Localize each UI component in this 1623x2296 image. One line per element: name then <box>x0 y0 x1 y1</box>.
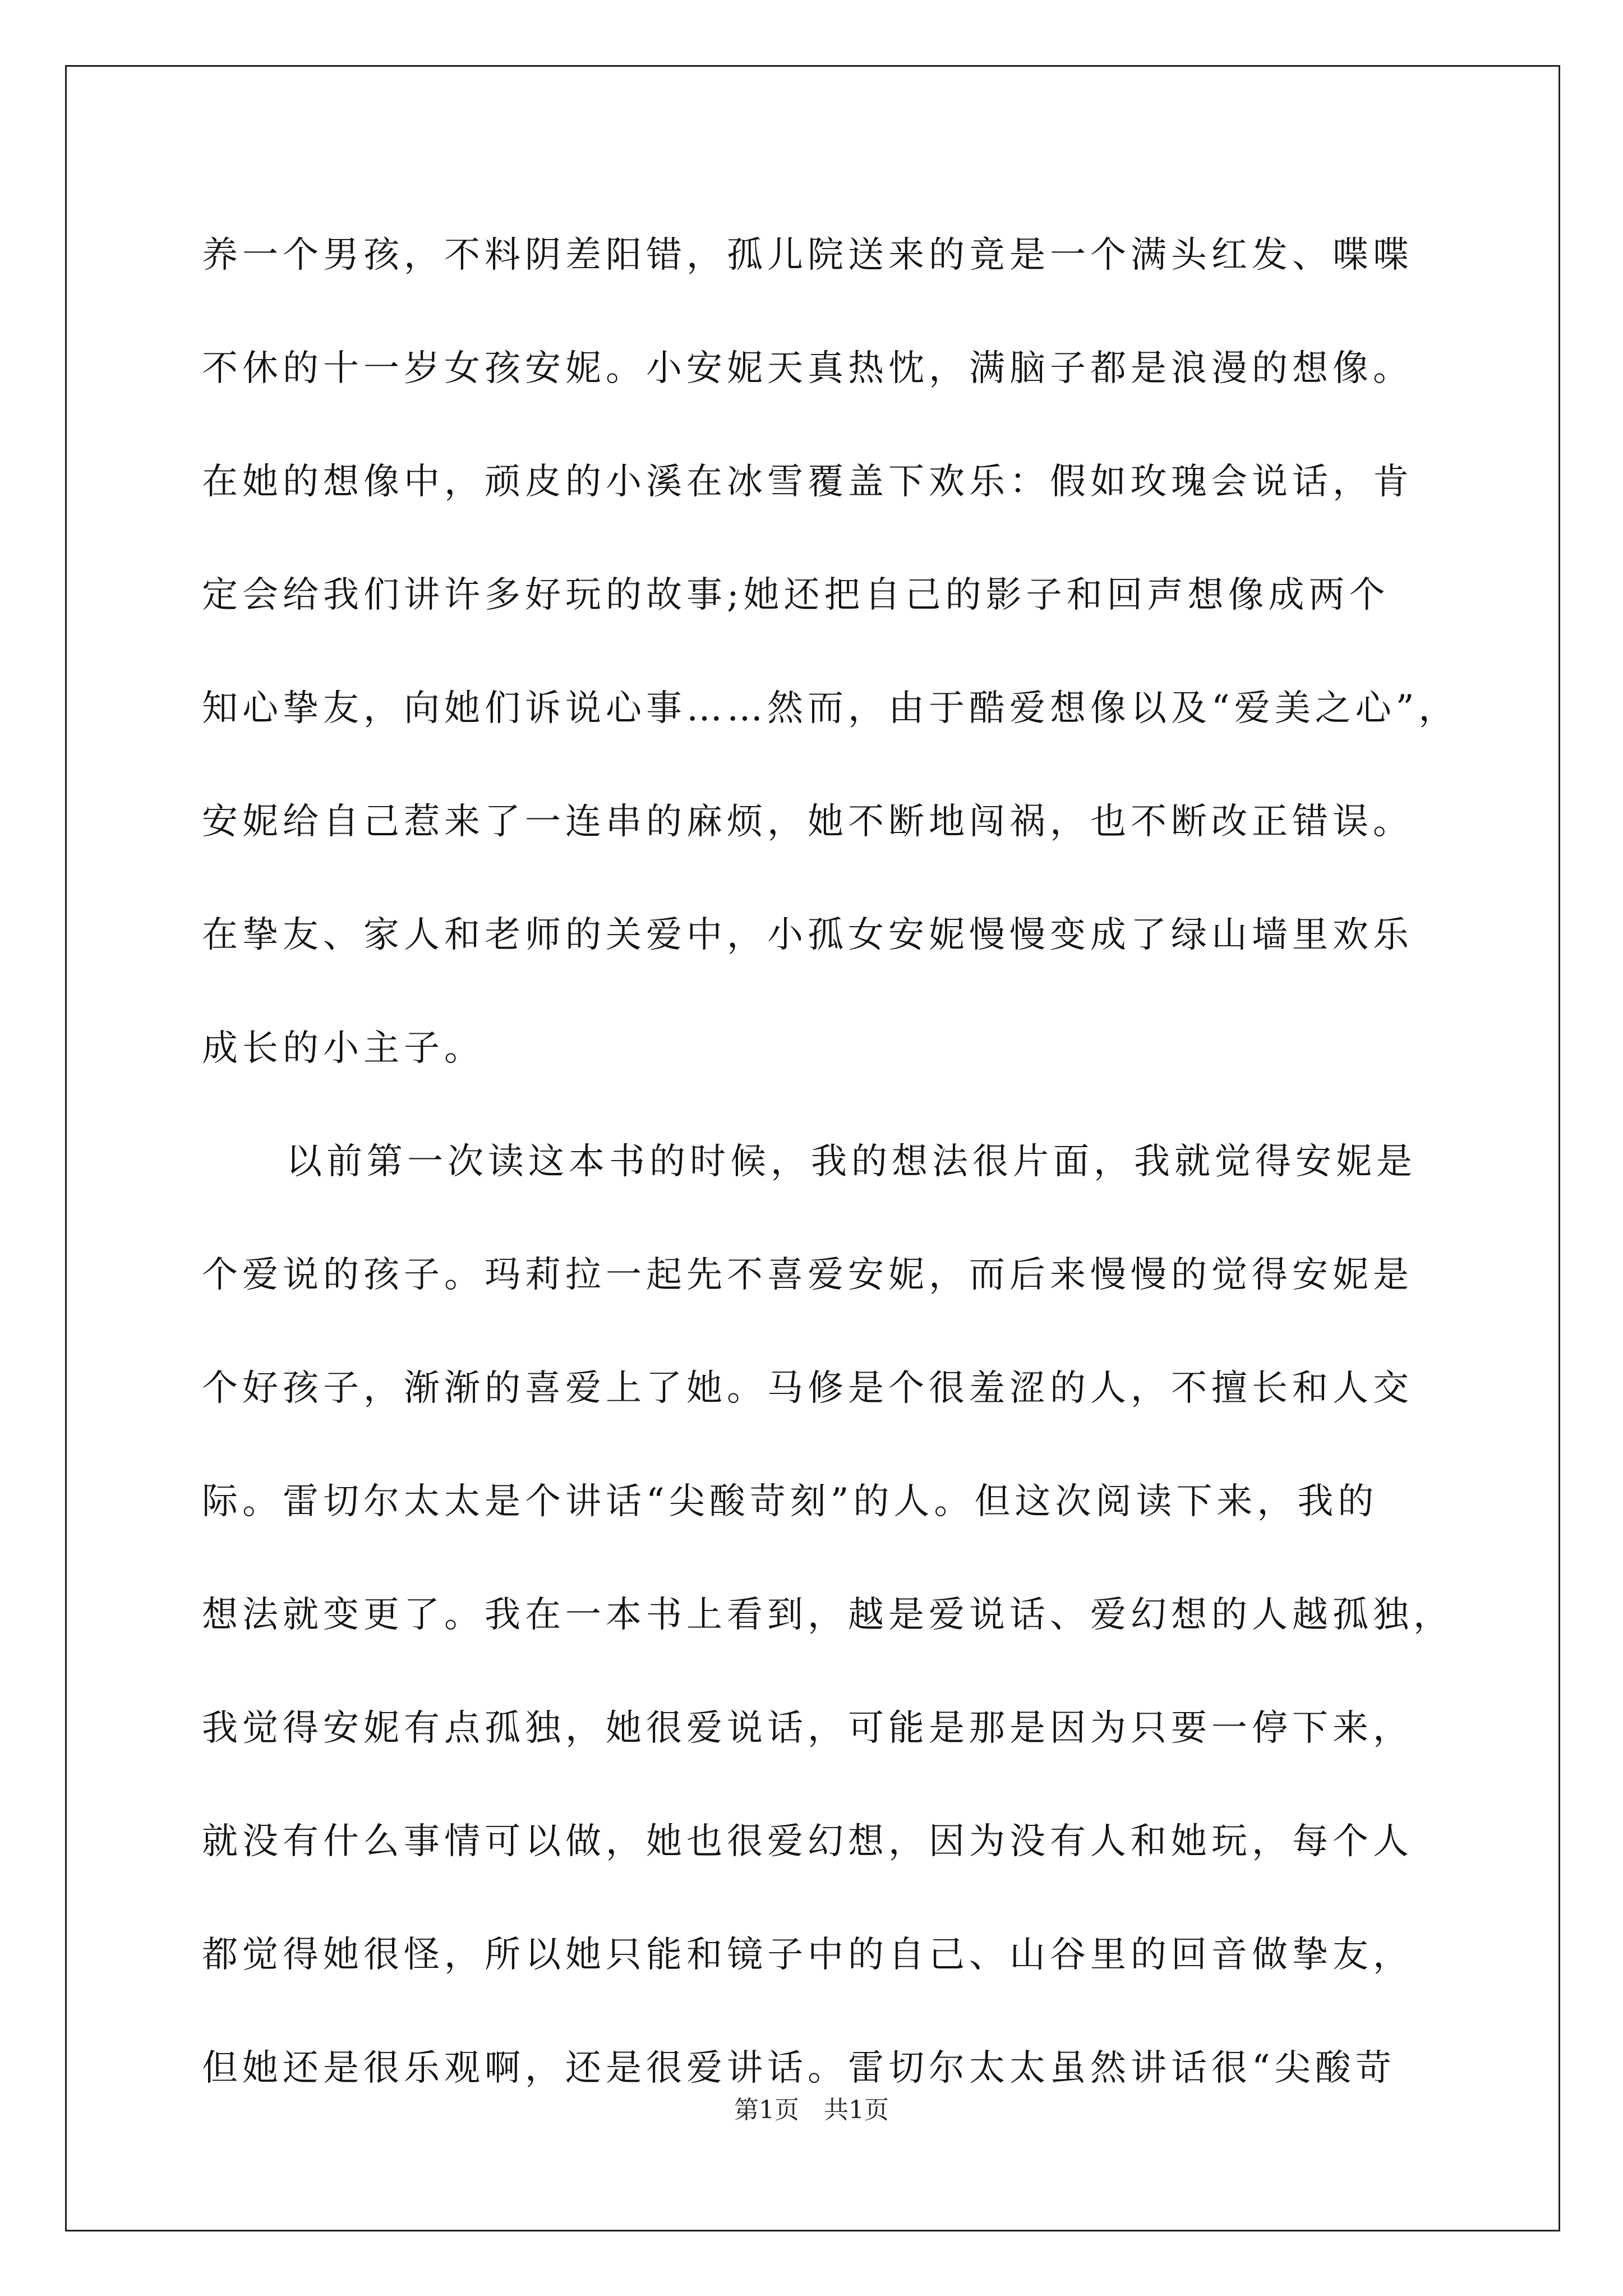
text-line: 知心挚友，向她们诉说心事……然而，由于酷爱想像以及“爱美之心”， <box>202 688 1459 729</box>
text-line: 就没有什么事情可以做，她也很爱幻想，因为没有人和她玩，每个人 <box>202 1821 1413 1862</box>
paragraph-start-line: 以前第一次读这本书的时候，我的想法很片面，我就觉得安妮是 <box>286 1141 1417 1182</box>
text-line: 养一个男孩，不料阴差阳错，孤儿院送来的竟是一个满头红发、喋喋 <box>202 234 1413 276</box>
text-line: 想法就变更了。我在一本书上看到，越是爱说话、爱幻想的人越孤独， <box>202 1594 1454 1636</box>
text-line: 都觉得她很怪，所以她只能和镜子中的自己、山谷里的回音做挚友， <box>202 1934 1413 1976</box>
text-line: 不休的十一岁女孩安妮。小安妮天真热忱，满脑子都是浪漫的想像。 <box>202 348 1413 389</box>
text-line: 际。雷切尔太太是个讲话“尖酸苛刻”的人。但这次阅读下来，我的 <box>202 1481 1378 1522</box>
text-line: 但她还是很乐观啊，还是很爱讲话。雷切尔太太虽然讲话很“尖酸苛 <box>202 2047 1396 2089</box>
text-line: 在挚友、家人和老师的关爱中，小孤女安妮慢慢变成了绿山墙里欢乐 <box>202 914 1413 956</box>
text-line: 我觉得安妮有点孤独，她很爱说话，可能是那是因为只要一停下来， <box>202 1708 1413 1749</box>
text-line: 个好孩子，渐渐的喜爱上了她。马修是个很羞涩的人，不擅长和人交 <box>202 1368 1413 1409</box>
text-line: 在她的想像中，顽皮的小溪在冰雪覆盖下欢乐：假如玫瑰会说话，肯 <box>202 461 1413 503</box>
text-line: 成长的小主子。 <box>202 1028 485 1069</box>
page-number-footer: 第1页 共1页 <box>734 2096 889 2124</box>
text-line: 安妮给自己惹来了一连串的麻烦，她不断地闯祸，也不断改正错误。 <box>202 801 1413 843</box>
text-line: 定会给我们讲许多好玩的故事;她还把自己的影子和回声想像成两个 <box>202 574 1390 616</box>
text-line: 个爱说的孩子。玛莉拉一起先不喜爱安妮，而后来慢慢的觉得安妮是 <box>202 1254 1413 1296</box>
document-body <box>202 222 1459 2148</box>
